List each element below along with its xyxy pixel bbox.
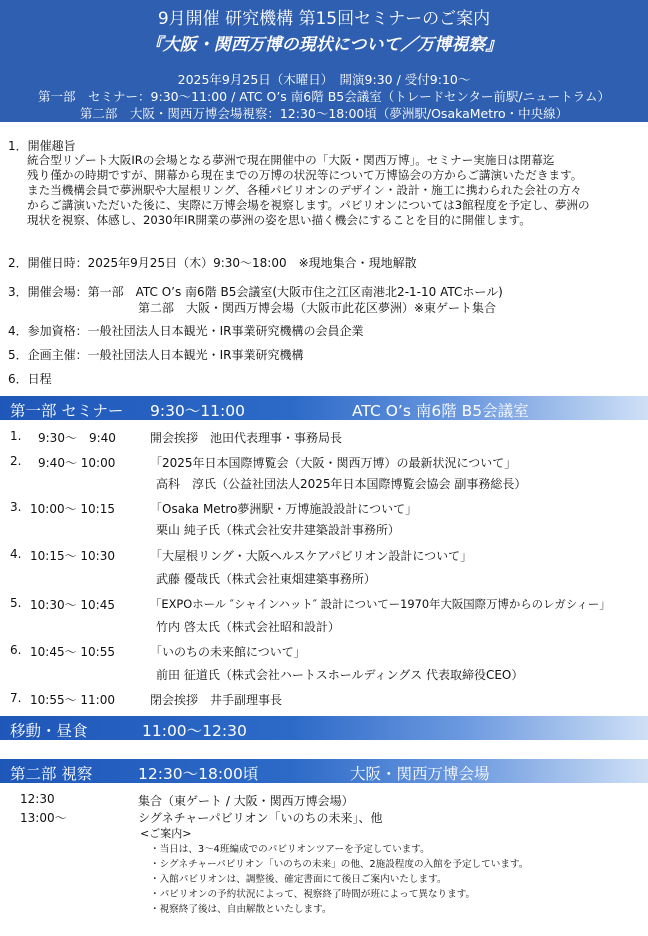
section-date: 2．開催日時：2025年9月25日（木）9:30～18:00 ※現地集合・現地解散 xyxy=(8,256,417,270)
schedule-title-3: 「Osaka Metro夢洲駅・万博施設設計について」 xyxy=(150,502,418,516)
purpose-line-2: 残り僅かの時期ですが、開幕から現在までの万博の状況等について万博協会の方からご講演いただきます。 xyxy=(27,168,583,182)
section-purpose-title: 1．開催趣旨 xyxy=(8,139,76,153)
schedule-time-4: 10:15～ 10:30 xyxy=(30,549,115,563)
purpose-line-4: からご講演いただいた後に、実際に万博会場を視察します。パビリオンについては3館程度を予定し、夢洲の xyxy=(27,198,590,212)
lunch-band xyxy=(0,716,648,740)
part1-band-label: 第一部 セミナー xyxy=(10,402,124,420)
purpose-line-1: 統合型リゾート大阪IRの会場となる夢洲で現在開催中の「大阪・関西万博」。セミナー実施日は閉幕迄 xyxy=(27,153,555,167)
schedule-num-2: 2. xyxy=(10,454,22,468)
purpose-line-5: 現状を視察、体感し、2030年IR開業の夢洲の姿を思い描く機会にすることを目的に開催します。 xyxy=(27,213,531,227)
header-banner xyxy=(0,0,648,122)
tour-notes-title: <ご案内> xyxy=(140,827,192,840)
schedule-title-2: 「2025年日本国際博覧会（大阪・関西万博）の最新状況について」 xyxy=(150,456,517,470)
lunch-band-time: 11:00～12:30 xyxy=(142,722,247,740)
schedule-num-1: 1. xyxy=(10,429,22,443)
schedule-title-6: 「いのちの未来館について」 xyxy=(150,645,306,659)
part2-band xyxy=(0,759,648,783)
tour-item-2: シグネチャーパビリオン「いのちの未来」、他 xyxy=(138,811,383,825)
schedule-time-5: 10:30～ 10:45 xyxy=(30,598,115,612)
schedule-num-5: 5. xyxy=(10,596,22,610)
schedule-time-6: 10:45～ 10:55 xyxy=(30,645,115,659)
part1-band-place: ATC O’s 南6階 B5会議室 xyxy=(352,402,529,420)
schedule-num-4: 4. xyxy=(10,547,22,561)
lunch-band-label: 移動・昼食 xyxy=(10,722,88,740)
schedule-num-6: 6. xyxy=(10,643,22,657)
part1-summary: 第一部 セミナー：9:30～11:00 / ATC O’s 南6階 B5会議室（トレードセンター前駅/ニュートラム） xyxy=(38,89,610,104)
tour-time-2: 13:00～ xyxy=(20,811,67,825)
schedule-title-4: 「大屋根リング・大阪ヘルスケアパビリオン設計について」 xyxy=(150,549,473,563)
part1-band xyxy=(0,396,648,420)
tour-item-1: 集合（東ゲート / 大阪・関西万博会場） xyxy=(138,794,354,808)
schedule-title-1: 開会挨拶 池田代表理事・事務局長 xyxy=(150,431,343,445)
schedule-speaker-5: 竹内 啓太氏（株式会社昭和設計） xyxy=(156,620,340,634)
section-eligibility: 4．参加資格：一般社団法人日本観光・IR事業研究機構の会員企業 xyxy=(8,324,364,338)
section-venue-line-2: 第二部 大阪・関西万博会場（大阪市此花区夢洲）※東ゲート集合 xyxy=(138,301,497,315)
tour-note-3: ・入館パビリオンは、調整後、確定書面にて後日ご案内いたします。 xyxy=(150,874,447,885)
section-organizer: 5．企画主催：一般社団法人日本観光・IR事業研究機構 xyxy=(8,348,304,362)
seminar-title: 『大阪・関西万博の現状について／万博視察』 xyxy=(145,35,503,55)
tour-time-1: 12:30 xyxy=(20,792,55,806)
announcement-line: 9月開催 研究機構 第15回セミナーのご案内 xyxy=(157,9,491,29)
schedule-time-1: 9:30～ 9:40 xyxy=(38,431,116,445)
schedule-speaker-6: 前田 征道氏（株式会社ハートスホールディングス 代表取締役CEO） xyxy=(156,668,524,682)
schedule-time-3: 10:00～ 10:15 xyxy=(30,502,115,516)
part2-band-label: 第二部 視察 xyxy=(10,765,93,783)
schedule-num-7: 7. xyxy=(10,691,22,705)
tour-note-5: ・視察終了後は、自由解散といたします。 xyxy=(150,904,332,915)
part2-band-place: 大阪・関西万博会場 xyxy=(350,765,490,783)
schedule-num-3: 3. xyxy=(10,500,22,514)
part1-band-time: 9:30～11:00 xyxy=(150,402,245,420)
section-venue-line-1: 3．開催会場：第一部 ATC O’s 南6階 B5会議室(大阪市住之江区南港北2-1-10 ATCホール) xyxy=(8,285,503,299)
part2-band-time: 12:30～18:00頃 xyxy=(138,765,259,783)
tour-note-1: ・当日は、3～4班編成でのパビリオンツアーを予定しています。 xyxy=(150,844,430,855)
schedule-title-7: 閉会挨拶 井手副理事長 xyxy=(150,693,283,707)
schedule-title-5: 「EXPOホール ″シャインハット″ 設計についてー1970年大阪国際万博からのレガシィー」 xyxy=(150,597,611,611)
part2-summary: 第二部 大阪・関西万博会場視察：12:30～18:00頃（夢洲駅/OsakaMetro・中央線） xyxy=(79,106,569,121)
date-line: 2025年9月25日（木曜日） 開演9:30 / 受付9:10～ xyxy=(177,72,471,87)
section-schedule-title: 6．日程 xyxy=(8,372,52,386)
schedule-time-7: 10:55～ 11:00 xyxy=(30,693,115,707)
schedule-speaker-2: 高科 淳氏（公益社団法人2025年日本国際博覧会協会 副事務総長） xyxy=(156,477,527,491)
tour-note-4: ・パビリオンの予約状況によって、視察終了時間が班によって異なります。 xyxy=(150,889,476,900)
schedule-speaker-3: 栗山 純子氏（株式会社安井建築設計事務所） xyxy=(156,523,400,537)
purpose-line-3: また当機構会員で夢洲駅や大屋根リング、各種パビリオンのデザイン・設計・施工に携わられた会社の方々 xyxy=(27,183,582,197)
schedule-speaker-4: 武藤 優哉氏（株式会社東畑建築事務所） xyxy=(156,572,376,586)
tour-note-2: ・シグネチャーパビリオン「いのちの未来」の他、2施設程度の入館を予定しています。 xyxy=(150,859,529,870)
schedule-time-2: 9:40～ 10:00 xyxy=(38,456,116,470)
